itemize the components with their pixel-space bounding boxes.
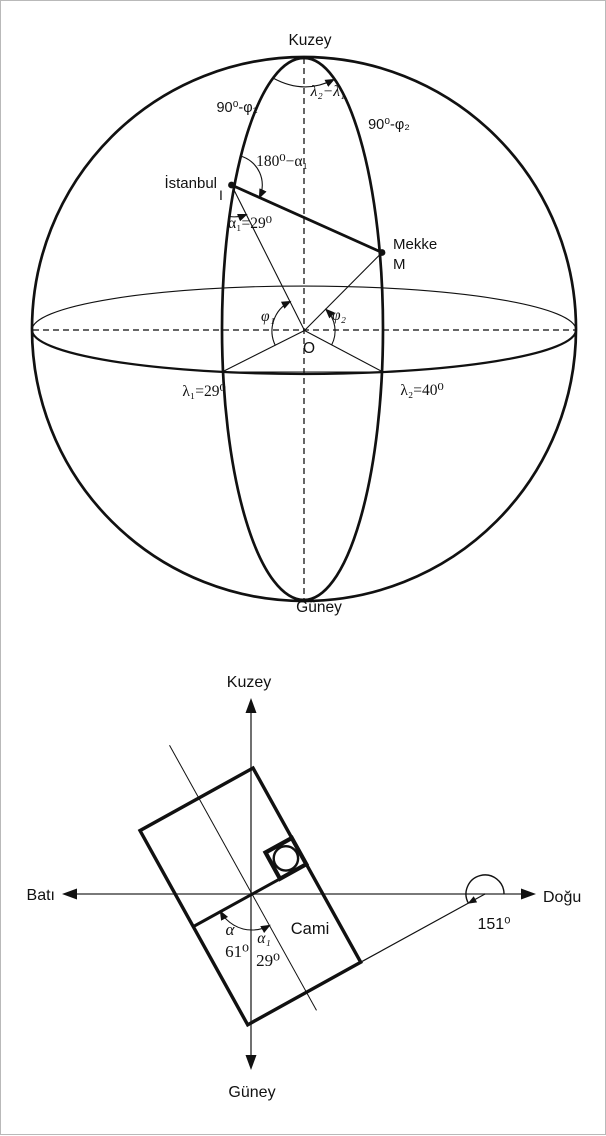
- mekke-meridian: [304, 58, 383, 600]
- compass-west-label: Batı: [26, 887, 55, 904]
- istanbul-point-dot: [228, 182, 235, 189]
- sphere-south-label: Güney: [296, 599, 342, 616]
- mosque-partition-wall: [194, 879, 281, 927]
- center-point-label: O: [302, 340, 316, 357]
- longitude-difference-label: λ₂−λ₁: [310, 83, 346, 100]
- sphere-diagram: [32, 32, 576, 616]
- latitude2-label: φ₂: [332, 307, 346, 324]
- compass-east-label: Doğu: [543, 889, 582, 906]
- compass-south-label: Güney: [228, 1084, 276, 1101]
- compass-diagram: [27, 674, 582, 1101]
- latitude1-label: φ₁: [261, 308, 275, 325]
- mosque-label: Cami: [290, 920, 330, 938]
- azimuth-value-label: 151⁰: [477, 916, 511, 933]
- colatitude2-label: 90⁰-φ₂: [368, 117, 410, 133]
- alpha-symbol-label: α: [225, 920, 235, 939]
- longitude1-label: λ₁=29⁰: [182, 383, 226, 400]
- mekke-label: Mekke: [393, 236, 438, 253]
- sphere-north-label: Kuzey: [288, 32, 332, 49]
- mihrab-niche-circle: [274, 846, 298, 870]
- mekke-point-dot: [379, 249, 386, 256]
- azimuth-angle-label: α₁=29⁰: [228, 215, 272, 232]
- south-arrowhead-icon: [246, 1055, 257, 1070]
- colatitude1-label: 90⁰-φ₁: [216, 100, 258, 116]
- supplement-angle-label: 180⁰−α₁: [256, 153, 308, 170]
- mekke-point-label: M: [393, 256, 406, 273]
- longitude2-label: λ₂=40⁰: [400, 382, 444, 399]
- north-arrowhead-icon: [246, 698, 257, 713]
- compass-north-label: Kuzey: [226, 674, 272, 691]
- wall-extension-line: [361, 894, 485, 962]
- istanbul-meridian: [222, 58, 304, 600]
- alpha1-symbol-label: α₁: [257, 930, 271, 947]
- qibla-direction-line: [170, 745, 317, 1010]
- east-arrowhead-icon: [521, 889, 536, 900]
- alpha-value-label: 61⁰: [225, 942, 249, 961]
- alpha1-value-label: 29⁰: [256, 951, 280, 970]
- azimuth-151-arrowhead-icon: [468, 896, 478, 904]
- radius-to-lambda2-point: [302, 331, 384, 373]
- istanbul-point-label: I: [219, 187, 223, 203]
- qibla-direction-figure: [1, 1, 606, 1136]
- west-arrowhead-icon: [62, 889, 77, 900]
- istanbul-label: İstanbul: [164, 175, 217, 192]
- radius-to-lambda1-point: [222, 331, 305, 373]
